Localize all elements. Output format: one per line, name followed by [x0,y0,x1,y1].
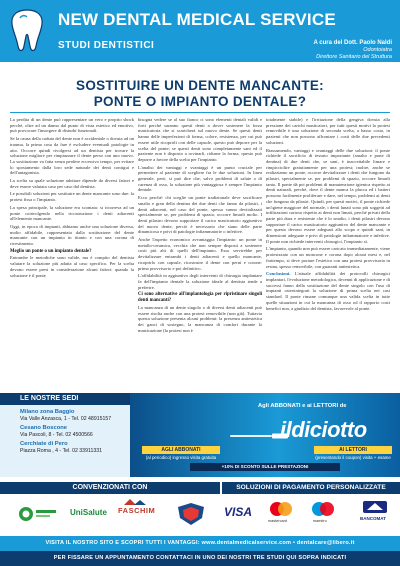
paragraph: bisogna vedere se al suo fianco ci sono elementi dentali validi e forti perché saranno questi denti a dover sostenere la forza masticatoria che si scaricherà sul nuovo dente. Se questi denti hanno delle imperfezioni di forma, colore, resistenza, per cui può essere utile ricoprirli con delle capsule, questo può deporre per la scelta del ponte; se questi denti sono completamente sani ed il paziente non è disposto a rovinarli, ridurne la forma, questo può deporre a favore della scelta per l'impianto. [138,117,262,162]
paragraph: totalmente stabile) e l'irritazione della gengiva dovuta alla pressione dei carichi masticatori, per tutti questi motivi la protesi removibile è una soluzione di seconda scelta, a basso costo, in pazienti che non possono affrontare i costi delle due precedenti soluzioni. [266,117,390,145]
promo-subscribers-badge: AGLI ABBONATI [142,446,220,454]
promo-readers-badge: AI LETTORI [314,446,392,454]
location-address: Via Pascoli, 8 - Tel. 02 4500566 [20,432,93,438]
footer-appointment-bar: PER FISSARE UN APPUNTAMENTO CONTATTACI IN UNO DEI NOSTRI TRE STUDI QUI SOPRA INDICATI [0,551,400,566]
promo-magazine-logo: ildiciotto [280,417,367,442]
promo-banner [130,393,400,477]
paragraph: L'affidabilità in aggiuntivo degli interventi di chirurgia implantare fa dell'impianto dentale la soluzione ideale al dentista tende a preferire. [138,273,262,290]
author-role: Odontoiatra [363,47,392,53]
article-column-3 [266,117,390,389]
paragraph: Oggi, in epoca di impianti, abbiamo anche una soluzione diversa, molto affidabile, rappresentata dalla sostituzione del dente mancante con un impianto in titanio e con una corona di rivestimento. [10,223,134,247]
location-name: Cerchiate di Pero [20,441,68,447]
payments-heading: SOLUZIONI DI PAGAMENTO PERSONALIZZATE [222,482,400,494]
promo-readers-text: (presentando il coupon) visita + esame [315,455,391,460]
mastercard-circle-orange-icon [278,502,292,516]
page-header [0,0,400,62]
article-column-2 [138,117,262,389]
maestro-logo: maestro [313,519,327,523]
author-name: A cura del Dott. Paolo Naldi [313,40,392,46]
partner-shield-icon [176,502,206,526]
faschim-logo: FASCHIM [118,506,156,515]
maestro-circle-red-icon [320,502,334,516]
mastercard-logo: mastercard [268,519,287,523]
paragraph: Entrambe le metodiche sono valide, ma è compito del dentista valutare la soluzione più adatta al caso specifico. Per la scelta devono essere presi in considerazione alcuni fattori: quando la soluzione è il ponte [10,255,134,278]
article-title [0,78,400,110]
conclusion-text: L'attuale affidabilità dei protocolli chirurgici implantari, l'evoluzione metodologica, decenni di applicazione e di successi fanno della sostituzione del dente singolo con l'uso di impianti osteointegrati la soluzione di prima scelta nei casi standard. Il ponte rimane comunque una valida scelta in tutte quelle situazioni in cui la mancanza di osso od il rapporto costi benefici non, a giudizio del dentista, favorevole al ponte. [266,271,390,311]
location-address: Piazza Roma , 4 - Tel. 02 33911331 [20,448,102,454]
promo-top-text: Agli ABBONATI e ai LETTORI de [258,403,347,409]
location-item [20,409,130,423]
section-heading: Ci sono alternative all'implantologia per ripristinare singoli denti mancanti? [138,292,262,304]
promo-discount-strip: +10% DI SCONTO SULLE PRESTAZIONI [190,463,340,471]
article-column-1 [10,117,134,389]
bancomat-logo: BANCOMAT [360,516,386,521]
paragraph: La mancanza di un dente singolo o di diversi denti adiacenti può essere risolta anche con una protesi removibile (non già). Tuttavia questa soluzione presenta alcuni problemi: la presenza antiestetica dei ganci di sostegno, la mancanza di comfort durante la masticazione (la protesi non è [138,304,262,333]
logos-row [0,494,400,534]
author-position: Direttore Sanitario del Struttura [316,54,392,60]
conclusion-label: Conclusioni. [266,271,291,277]
visa-logo: VISA [224,505,253,519]
paragraph: Anche l'aspetto economico avvantaggia l'impianto: un ponte in metallo-ceramica, vecchia che non sempre disposti a sostenere costi più alti di quelli dell'impianto. Esso servirebbe per devitalizzare entrambi i denti adiacenti e quello mancante, ricoprirlo con capsule, ricostruire il dente con perni e corone: primo provvisorio e poi definitivo. [138,237,262,271]
section-heading: Meglio un ponte o un impianto dentale? [10,248,92,254]
location-item [20,441,130,455]
partners-heading: CONVENZIONATI CON [0,482,220,494]
location-item [20,425,130,439]
paragraph: L'analisi dei vantaggi e svantaggi è un punto cruciale per permettere al paziente di scegliere fra le due soluzioni. In linea generale, però, si può dire che, salvo problemi di salute o di carenza di osso, la soluzione più vantaggiosa è sempre l'impianto dentale. [138,164,262,193]
tooth-logo-icon [8,8,46,54]
location-address: Via Valle Anzasca, 1 - Tel. 02 48915157 [20,416,112,422]
conclusion-paragraph [266,271,390,311]
location-name: Cesano Boscone [20,425,68,431]
paragraph: L'impianto, quando non può essere caricato immediatamente, viene protesizzato con un moncone e corona dopo alcuni mesi e, nel frattempo, si deve portare l'estetica con una protesi provvisoria in resina, spesso removibile, con guaranti antiestetica. [266,246,390,269]
paragraph: Riassumendo, vantaggi e svantaggi delle due soluzioni: il ponte richiede il sacrificio di tessuto importante (smalto e parte di dentina) di due denti che, se sani, è inaccettabile limare e rimpicciolire gratuitamente per una protesi; inoltre, anche se realizziamo un ponte, occorre devitalizzare i denti che fungono da pilastri, specialmente se, per problemi di spazio, occorre limarli tanto. Il ponte dà poi problemi di manutenzione igienica rispetto ai denti naturali, perché, dove il dente manca la placca ed i batteri possono facilmente proliferare e dare, nel tempo, problemi ai denti che fungono da pilastri. Quindi, per questi motivi, il ponte richiede un'igiene maggiore del normale, i denti lunati sono più soggetti ad infiltrazioni carioso rispetto ai denti non limati, perché privati della parte più dura e resistente che è lo smalto, i denti pilastri devono supportare il carico masticatorio aggiuntivo del dente mancante e per questo devono essere adeguati allo scopo e quindi sani, in dimensioni adeguate e privi di patologie infiammatorie e infettive. Il ponte non richiede interventi chirurgici, l'impianto sì. [266,147,390,244]
footer-website-bar: VISITA IL NOSTRO SITO E SCOPRI TUTTI I VANTAGGI: www.dentalmedicalservice.com • dentalcare@libero.it [0,536,400,551]
paragraph: Ecco perché: chi sceglie un ponte tradizionale deve sacrificare smalto e gran della dentina dei due denti che fanno da pilastri, i denti adiacenti, nel caso del ponte, spesso vanno devitalizzati specialmente se, per problemi di spazio, occorre limarli molto. I denti pilastro devono supportare il carico masticatorio aggiuntivo del nuovo dente, perciò è necessario che siano delle parte dinamicosa e privi di patologie infiammatorie o infettive. [138,195,262,235]
location-name: Milano zona Baggio [20,409,75,415]
title-divider [10,112,390,113]
article-title-line-1: SOSTITUIRE UN DENTE MANCANTE: [76,78,324,93]
bancomat-mark-icon [362,500,388,514]
faschim-mark-icon [122,498,148,506]
paragraph: Se la causa della caduta del dente non è accidentale o dovuta ad un trauma, la prima cosa da fare è escludere eventuali patologie in atto. Occorre quindi rivolgersi ad un dentista per trovare la soluzione migliore per rimpiazzare il dente perso con uno nuovo. La sostituzione va fatta senza perdere eccessivo tempo, per evitare lo spostamento dalla loro sede naturale dei denti contigui e dell'antagonista. [10,136,134,176]
unisalute-logo: UniSalute [70,508,107,517]
paragraph: La scelta su quale soluzione adottare dipende da diversi fattori e deve essere valutata caso per caso dal dentista. [10,178,134,189]
paragraph: La perdita di un dente può rappresentare un vero e proprio shock perché, oltre ad un danno dal punto di vista estetico ed emotivo, può provocare l'insorgere di disturbi funzionali. [10,117,134,134]
locations-heading: LE NOSTRE SEDI [0,393,130,405]
brand-title: NEW DENTAL MEDICAL SERVICE [58,10,336,29]
promo-subscribers-text: (al periodico) ingresso visita gratuita [145,455,217,460]
author-credit [272,40,392,61]
brand-subtitle: STUDI DENTISTICI [58,40,155,51]
paragraph: Le possibili soluzioni per sostituire un dente mancante sono due: la protesi fissa o l'impianto. [10,191,134,203]
paragraph: La spesa principale, la soluzione era scontata: si ricorreva ad un ponte coinvolgendo nella ricostruzione i denti adiacenti all'elemento mancante. [10,204,134,222]
partner-logo-icon [18,502,58,526]
article-title-line-2: PONTE O IMPIANTO DENTALE? [93,94,307,109]
locations-list [0,405,130,477]
